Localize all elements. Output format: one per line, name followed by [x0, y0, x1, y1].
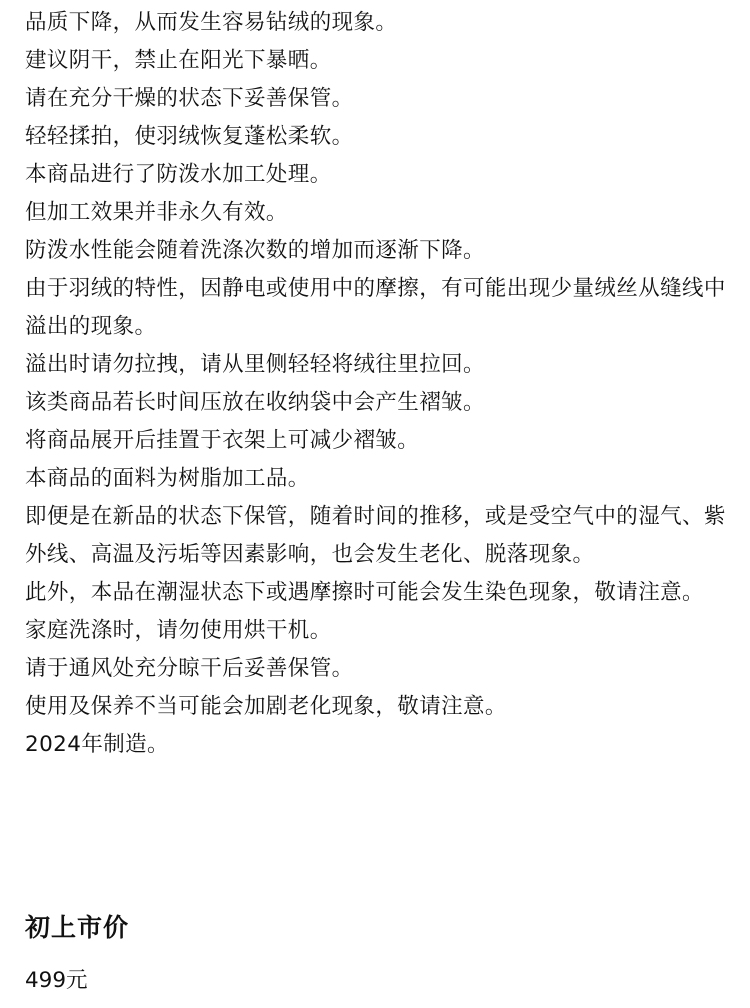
care-line: 即便是在新品的状态下保管，随着时间的推移，或是受空气中的湿气、紫外线、高温及污垢等因素影响，也会发生老化、脱落现象。	[25, 504, 726, 567]
care-line: 但加工效果并非永久有效。	[25, 200, 288, 225]
care-line: 品质下降，从而发生容易钻绒的现象。	[25, 10, 398, 35]
care-line: 此外，本品在潮湿状态下或遇摩擦时可能会发生染色现象，敬请注意。	[25, 580, 704, 605]
care-line: 轻轻揉拍，使羽绒恢复蓬松柔软。	[25, 124, 354, 149]
care-line: 家庭洗涤时，请勿使用烘干机。	[25, 618, 332, 643]
care-line: 溢出时请勿拉拽，请从里侧轻轻将绒往里拉回。	[25, 352, 485, 377]
care-line: 由于羽绒的特性，因静电或使用中的摩擦，有可能出现少量绒丝从缝线中溢出的现象。	[25, 276, 726, 339]
care-line: 该类商品若长时间压放在收纳袋中会产生褶皱。	[25, 390, 485, 415]
care-line: 本商品的面料为树脂加工品。	[25, 466, 310, 491]
care-line: 请在充分干燥的状态下妥善保管。	[25, 86, 354, 111]
price-section-title: 初上市价	[25, 913, 130, 942]
care-line: 本商品进行了防泼水加工处理。	[25, 162, 332, 187]
care-line: 请于通风处充分晾干后妥善保管。	[25, 656, 354, 681]
care-line: 将商品展开后挂置于衣架上可减少褶皱。	[25, 428, 420, 453]
care-line: 建议阴干，禁止在阳光下暴晒。	[25, 48, 332, 73]
care-line: 防泼水性能会随着洗涤次数的增加而逐渐下降。	[25, 238, 485, 263]
care-line: 2024年制造。	[25, 732, 169, 757]
care-line: 使用及保养不当可能会加剧老化现象，敬请注意。	[25, 694, 507, 719]
initial-price-value: 499元	[25, 968, 88, 993]
care-instructions	[25, 0, 728, 764]
